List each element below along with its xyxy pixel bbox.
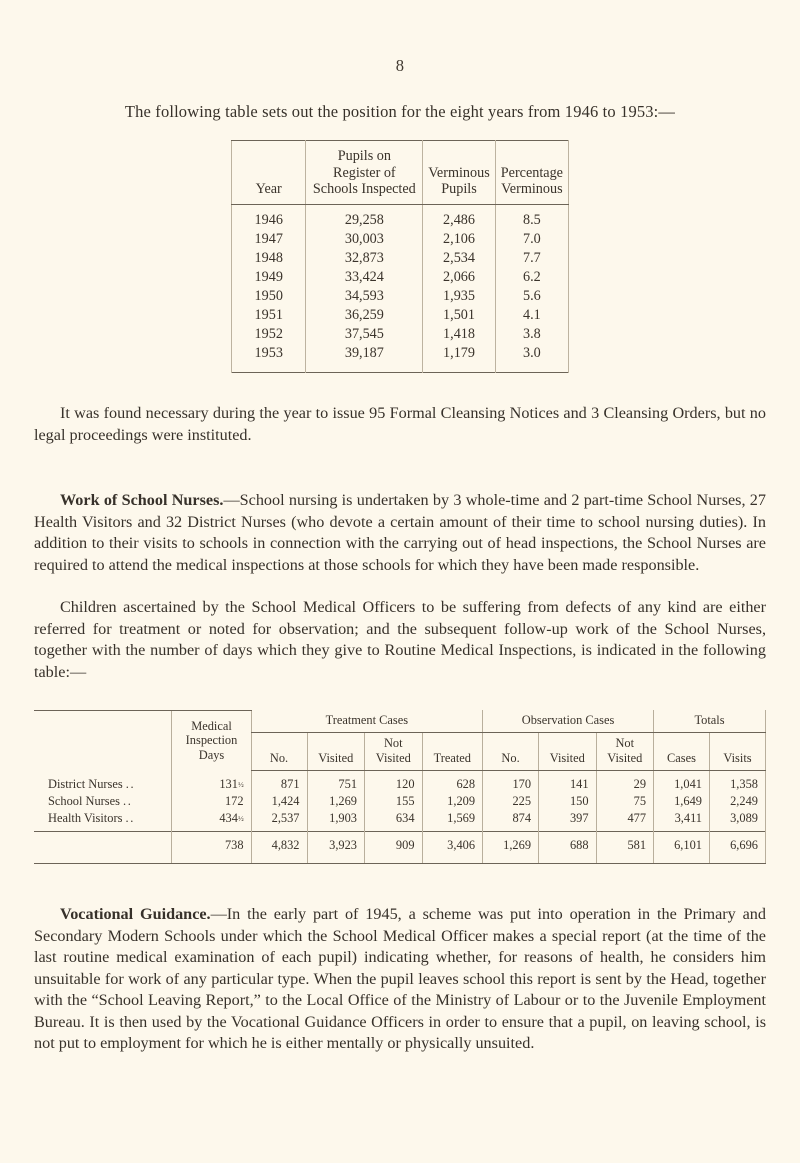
observation-not-visited-line1: Not: [615, 736, 635, 751]
cell-percentage: 6.2: [495, 268, 568, 287]
paragraph-school-nurses-body: —School nursing is undertaken by 3 whole-time and 2 part-time School Nurses, 27 Health Visitors and 32 District Nurses (who devote a certain amount of their time to school nursing duties). In addition to their visits to schools in connection with the carrying out of head inspections, the School Nurses are required to attend the medical inspections at those schools for which they have been made responsible.: [34, 491, 766, 574]
cell-observation-no: 225: [483, 793, 539, 810]
cell-percentage: 5.6: [495, 287, 568, 306]
cell-total-visits: 6,696: [710, 832, 766, 864]
cell-register: 36,259: [306, 306, 423, 325]
cell-verminous: 1,501: [423, 306, 495, 325]
col-header-treatment-treated: Treated: [422, 733, 483, 771]
cell-observation-visited: 150: [539, 793, 597, 810]
col-header-year: [232, 141, 306, 205]
cell-year: 1952: [232, 325, 306, 344]
table-row: [34, 771, 766, 793]
cell-total-treatment-visited: 3,923: [307, 832, 365, 864]
cell-verminous: 2,534: [423, 249, 495, 268]
cell-verminous: 2,066: [423, 268, 495, 287]
table-row: [232, 344, 569, 373]
nurses-table-head: [34, 710, 766, 771]
table-row: [232, 249, 569, 268]
group-header-observation-cases: Observation Cases: [483, 710, 654, 733]
row-label-text: District Nurses: [48, 776, 123, 791]
verminous-table-body: [232, 204, 569, 372]
col-header-treatment-no: No.: [251, 733, 307, 771]
cell-verminous: 1,935: [423, 287, 495, 306]
col-header-totals-visits: Visits: [710, 733, 766, 771]
cell-totals-label: [34, 832, 172, 864]
medical-days-line1: Medical: [191, 719, 232, 734]
col-header-observation-visited: Visited: [539, 733, 597, 771]
table-row: [232, 306, 569, 325]
cell-total-days: 738: [172, 832, 251, 864]
cell-register: 33,424: [306, 268, 423, 287]
cell-verminous: 2,486: [423, 204, 495, 230]
cell-year: 1946: [232, 204, 306, 230]
row-label-text: School Nurses: [48, 793, 120, 808]
table-row: [232, 230, 569, 249]
verminous-pupils-table: [231, 140, 569, 373]
cell-total-treatment-no: 4,832: [251, 832, 307, 864]
cell-percentage: 7.0: [495, 230, 568, 249]
col-header-medical-inspection-days: [172, 710, 251, 771]
days-whole: 131: [219, 776, 238, 791]
run-in-heading-school-nurses: Work of School Nurses.: [60, 491, 224, 510]
cell-row-label: [34, 771, 172, 793]
cell-totals-cases: 1,041: [654, 771, 710, 793]
cell-total-observation-visited: 688: [539, 832, 597, 864]
col-header-category-blank: [34, 710, 172, 771]
cell-treatment-not-visited: 634: [365, 810, 423, 832]
cell-medical-inspection-days: [172, 771, 251, 793]
cell-treatment-no: 2,537: [251, 810, 307, 832]
run-in-heading-vocational-guidance: Vocational Guidance.: [60, 905, 211, 924]
verminous-table-head: [232, 141, 569, 205]
col-header-percentage: [495, 141, 568, 205]
cell-observation-visited: 141: [539, 771, 597, 793]
cell-verminous: 2,106: [423, 230, 495, 249]
cell-totals-cases: 3,411: [654, 810, 710, 832]
col-header-verminous-line1: Verminous: [428, 164, 490, 181]
row-label-leader-dots: ..: [125, 810, 135, 825]
paragraph-children-ascertained: Children ascertained by the School Medical Officers to be suffering from defects of any kind are either referred for treatment or noted for observation; and the subsequent follow-up work of the School Nurses, together with the number of days which they give to Routine Medical Inspections, is indicated in the following table:—: [34, 598, 766, 681]
days-whole: 172: [224, 793, 244, 808]
row-label-leader-dots: ..: [125, 776, 136, 791]
cell-year: 1951: [232, 306, 306, 325]
cell-total-observation-no: 1,269: [483, 832, 539, 864]
row-label-leader-dots: ..: [123, 793, 133, 808]
cell-year: 1948: [232, 249, 306, 268]
col-header-register-line1: Pupils on: [337, 148, 391, 164]
cell-total-treatment-treated: 3,406: [422, 832, 483, 864]
col-header-treatment-visited: Visited: [307, 733, 365, 771]
cell-treatment-no: 1,424: [251, 793, 307, 810]
cell-register: 39,187: [306, 344, 423, 373]
medical-days-line3: Days: [198, 747, 225, 762]
verminous-header-row: [232, 141, 569, 205]
table-row: [34, 793, 766, 810]
days-fraction: ½: [237, 813, 244, 823]
days-whole: 434: [219, 810, 238, 825]
group-header-treatment-cases: Treatment Cases: [251, 710, 483, 733]
cell-register: 32,873: [306, 249, 423, 268]
cell-percentage: 7.7: [495, 249, 568, 268]
cell-total-observation-not-visited: 581: [596, 832, 654, 864]
cell-treatment-not-visited: 120: [365, 771, 423, 793]
table-row: [232, 268, 569, 287]
cell-year: 1947: [232, 230, 306, 249]
col-header-totals-cases: Cases: [654, 733, 710, 771]
medical-days-line2: Inspection: [185, 733, 238, 748]
cell-totals-visits: 3,089: [710, 810, 766, 832]
col-header-observation-no: No.: [483, 733, 539, 771]
observation-not-visited-line2: Visited: [607, 750, 643, 765]
cell-treatment-visited: 751: [307, 771, 365, 793]
scanned-page: [0, 56, 800, 1163]
cell-observation-not-visited: 75: [596, 793, 654, 810]
cell-verminous: 1,418: [423, 325, 495, 344]
cell-percentage: 3.8: [495, 325, 568, 344]
cell-medical-inspection-days: [172, 793, 251, 810]
treatment-not-visited-line2: Visited: [375, 750, 411, 765]
cell-treatment-visited: 1,269: [307, 793, 365, 810]
paragraph-vocational-guidance: [34, 904, 766, 1055]
cell-totals-cases: 1,649: [654, 793, 710, 810]
cell-totals-visits: 2,249: [710, 793, 766, 810]
col-header-year-label: Year: [255, 181, 282, 198]
cell-year: 1950: [232, 287, 306, 306]
page-number: 8: [395, 56, 405, 75]
row-label-text: Health Visitors: [48, 810, 123, 825]
col-header-register: [306, 141, 423, 205]
col-header-observation-not-visited: [596, 733, 654, 771]
cell-treatment-treated: 1,569: [422, 810, 483, 832]
cell-row-label: [34, 810, 172, 832]
nurses-table-body: [34, 771, 766, 832]
paragraph-vocational-guidance-body: —In the early part of 1945, a scheme was put into operation in the Primary and Secondary Modern Schools under which the School Medical Officer makes a special report (at the time of the last routine medical examination of each pupil) indicating whether, for reasons of health, he considers him unsuitable for work of any particular type. When the pupil leaves school this report is sent by the Head, together with the “School Leaving Report,” to the Local Office of the Ministry of Labour or to the Juvenile Employment Bureau. It is then used by the Vocational Guidance Officers in order to ensure that a pupil, on leaving school, is not put to employment for which he is either mentally or physically unsuited.: [34, 905, 766, 1053]
cell-verminous: 1,179: [423, 344, 495, 373]
cell-register: 37,545: [306, 325, 423, 344]
table-row: [232, 325, 569, 344]
col-header-register-line2: Register of: [333, 164, 396, 181]
cell-register: 30,003: [306, 230, 423, 249]
table-row: [34, 810, 766, 832]
cell-register: 29,258: [306, 204, 423, 230]
col-header-percentage-line1: Percentage: [500, 164, 563, 181]
cell-register: 34,593: [306, 287, 423, 306]
cell-observation-not-visited: 29: [596, 771, 654, 793]
paragraph-school-nurses: [34, 490, 766, 576]
nurses-work-table: [34, 710, 766, 865]
cell-totals-visits: 1,358: [710, 771, 766, 793]
cell-total-treatment-not-visited: 909: [365, 832, 423, 864]
cell-percentage: 4.1: [495, 306, 568, 325]
cell-year: 1949: [232, 268, 306, 287]
nurses-table-totals: [34, 832, 766, 864]
col-header-percentage-line2: Verminous: [501, 181, 563, 198]
group-header-totals: Totals: [654, 710, 766, 733]
cell-treatment-treated: 628: [422, 771, 483, 793]
cell-year: 1953: [232, 344, 306, 373]
cell-treatment-visited: 1,903: [307, 810, 365, 832]
nurses-work-table-wrapper: [34, 710, 766, 865]
days-fraction: ½: [237, 780, 244, 790]
cell-medical-inspection-days: [172, 810, 251, 832]
cell-observation-not-visited: 477: [596, 810, 654, 832]
cell-total-cases: 6,101: [654, 832, 710, 864]
cell-treatment-treated: 1,209: [422, 793, 483, 810]
verminous-table-wrapper: [231, 140, 569, 373]
col-header-verminous-line2: Pupils: [441, 181, 477, 198]
cell-treatment-not-visited: 155: [365, 793, 423, 810]
col-header-verminous: [423, 141, 495, 205]
treatment-not-visited-line1: Not: [383, 736, 403, 751]
table-row: [232, 287, 569, 306]
table-row: [232, 204, 569, 230]
col-header-treatment-not-visited: [365, 733, 423, 771]
col-header-register-line3: Schools Inspected: [312, 181, 416, 198]
nurses-group-header-row: [34, 710, 766, 733]
intro-sentence: The following table sets out the position for the eight years from 1946 to 1953:—: [124, 102, 676, 121]
cell-row-label: [34, 793, 172, 810]
cell-percentage: 8.5: [495, 204, 568, 230]
cell-treatment-no: 871: [251, 771, 307, 793]
table-totals-row: [34, 832, 766, 864]
paragraph-cleansing-notices: It was found necessary during the year to issue 95 Formal Cleansing Notices and 3 Cleansing Orders, but no legal proceedings were instituted.: [34, 404, 766, 444]
cell-observation-visited: 397: [539, 810, 597, 832]
cell-percentage: 3.0: [495, 344, 568, 373]
cell-observation-no: 874: [483, 810, 539, 832]
cell-observation-no: 170: [483, 771, 539, 793]
